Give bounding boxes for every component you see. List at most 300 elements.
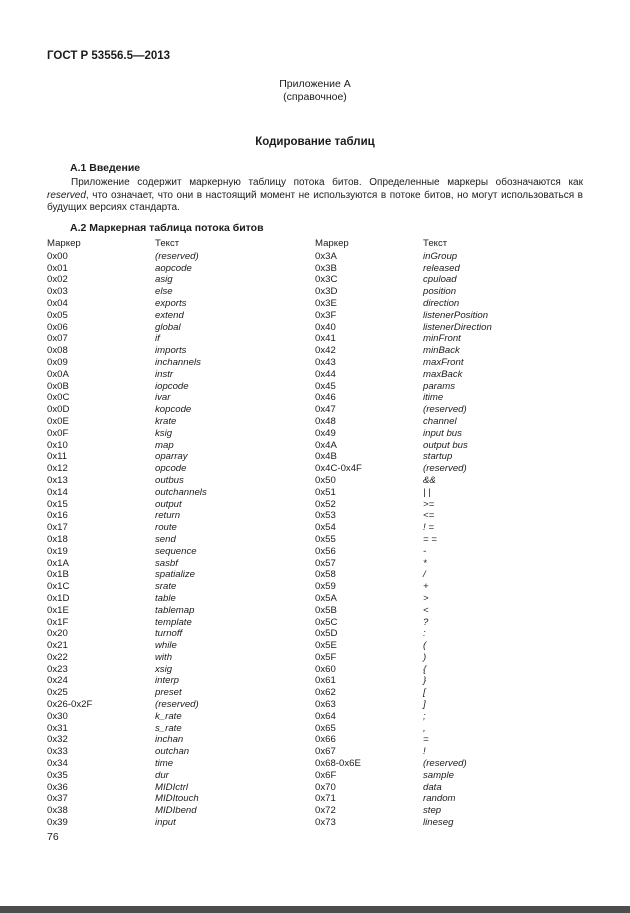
text-cell: released	[423, 262, 460, 274]
table-row	[315, 251, 583, 263]
table-row	[47, 711, 315, 723]
table-row	[315, 652, 583, 664]
text-cell: interp	[155, 675, 179, 687]
marker-cell: 0x70	[315, 781, 336, 793]
marker-cell: 0x14	[47, 486, 68, 498]
marker-cell: 0x65	[315, 722, 336, 734]
marker-cell: 0x00	[47, 250, 68, 262]
table-row	[47, 499, 315, 511]
text-cell: s_rate	[155, 722, 182, 734]
text-cell: ?	[423, 616, 429, 628]
appendix-subtitle: (справочное)	[283, 91, 347, 103]
marker-table-right-half	[315, 238, 583, 829]
marker-cell: 0x17	[47, 522, 68, 534]
marker-cell: 0x15	[47, 498, 68, 510]
doc-number: ГОСТ Р 53556.5—2013	[47, 50, 171, 62]
text-cell: minBack	[423, 345, 460, 357]
text-cell: minFront	[423, 333, 461, 345]
table-row	[315, 640, 583, 652]
text-cell: +	[423, 581, 429, 593]
marker-cell: 0x67	[315, 746, 336, 758]
text-cell: maxBack	[423, 368, 463, 380]
table-row	[47, 534, 315, 546]
text-cell: aopcode	[155, 262, 192, 274]
table-row	[315, 734, 583, 746]
table-row	[47, 782, 315, 794]
text-cell: extend	[155, 309, 184, 321]
marker-cell: 0x01	[47, 262, 68, 274]
marker-cell: 0x24	[47, 675, 68, 687]
marker-cell: 0x10	[47, 439, 68, 451]
text-cell: (reserved)	[423, 758, 467, 770]
marker-cell: 0x06	[47, 321, 68, 333]
table-row	[315, 463, 583, 475]
table-row	[47, 793, 315, 805]
marker-cell: 0x57	[315, 557, 336, 569]
marker-cell: 0x11	[47, 451, 68, 463]
table-row	[47, 617, 315, 629]
text-cell: template	[155, 616, 192, 628]
appendix-title: Приложение А	[279, 78, 351, 90]
table-row	[315, 499, 583, 511]
marker-cell: 0x5E	[315, 640, 337, 652]
text-cell: sequence	[155, 545, 197, 557]
marker-cell: 0x5B	[315, 604, 337, 616]
marker-cell: 0x71	[315, 793, 336, 805]
text-cell: table	[155, 592, 176, 604]
text-cell: output	[155, 498, 182, 510]
text-cell: preset	[155, 687, 182, 699]
text-cell: ;	[423, 710, 426, 722]
marker-cell: 0x1D	[47, 592, 70, 604]
marker-cell: 0x52	[315, 498, 336, 510]
table-header-row	[315, 238, 583, 250]
text-cell: else	[155, 286, 173, 298]
text-cell: tablemap	[155, 604, 195, 616]
marker-cell: 0x44	[315, 368, 336, 380]
marker-cell: 0x53	[315, 510, 336, 522]
marker-cell: 0x0D	[47, 404, 70, 416]
table-row	[47, 605, 315, 617]
marker-cell: 0x1B	[47, 569, 69, 581]
marker-cell: 0x22	[47, 651, 68, 663]
text-cell: MIDIbend	[155, 805, 197, 817]
text-cell: map	[155, 439, 174, 451]
marker-cell: 0x20	[47, 628, 68, 640]
table-row	[315, 699, 583, 711]
table-row	[47, 274, 315, 286]
text-cell: global	[155, 321, 181, 333]
text-cell: route	[155, 522, 177, 534]
text-cell: cpuload	[423, 274, 457, 286]
text-cell: -	[423, 545, 427, 557]
text-cell: (reserved)	[423, 404, 467, 416]
text-cell: kopcode	[155, 404, 192, 416]
intro-text-before: Приложение содержит маркерную таблицу потока битов. Определенные маркеры обозначаются как	[71, 177, 583, 188]
marker-cell: 0x6F	[315, 769, 337, 781]
table-row	[315, 263, 583, 275]
text-cell: <=	[423, 510, 435, 522]
marker-table	[47, 238, 583, 829]
table-row	[315, 581, 583, 593]
marker-cell: 0x34	[47, 758, 68, 770]
table-row	[315, 298, 583, 310]
table-row	[47, 805, 315, 817]
marker-cell: 0x39	[47, 817, 68, 829]
marker-cell: 0x40	[315, 321, 336, 333]
text-cell: params	[423, 380, 455, 392]
text-cell: xsig	[155, 663, 173, 675]
text-cell: outchannels	[155, 486, 207, 498]
marker-cell: 0x19	[47, 545, 68, 557]
table-row	[47, 381, 315, 393]
page-number: 76	[47, 831, 59, 843]
text-cell: (reserved)	[155, 250, 199, 262]
marker-cell: 0x4C-0x4F	[315, 463, 362, 475]
text-cell: input	[155, 817, 176, 829]
marker-cell: 0x3B	[315, 262, 337, 274]
table-row	[47, 251, 315, 263]
table-row	[47, 628, 315, 640]
marker-cell: 0x4B	[315, 451, 337, 463]
text-cell: :	[423, 628, 426, 640]
marker-cell: 0x3E	[315, 297, 337, 309]
table-row	[315, 593, 583, 605]
marker-cell: 0x60	[315, 663, 336, 675]
table-row	[315, 617, 583, 629]
column-header-text: Текст	[155, 238, 180, 249]
marker-cell: 0x33	[47, 746, 68, 758]
table-row	[47, 510, 315, 522]
text-cell: <	[423, 604, 429, 616]
marker-cell: 0x73	[315, 817, 336, 829]
marker-cell: 0x0E	[47, 415, 69, 427]
table-row	[47, 522, 315, 534]
table-row	[315, 723, 583, 735]
marker-cell: 0x38	[47, 805, 68, 817]
marker-cell: 0x63	[315, 699, 336, 711]
table-row	[47, 451, 315, 463]
table-row	[47, 463, 315, 475]
text-cell: )	[423, 651, 427, 663]
table-row	[47, 487, 315, 499]
marker-cell: 0x02	[47, 274, 68, 286]
table-row	[315, 404, 583, 416]
text-cell: sasbf	[155, 557, 178, 569]
table-row	[47, 428, 315, 440]
table-row	[47, 664, 315, 676]
table-row	[47, 298, 315, 310]
marker-cell: 0x25	[47, 687, 68, 699]
table-row	[47, 581, 315, 593]
marker-cell: 0x1E	[47, 604, 69, 616]
marker-cell: 0x30	[47, 710, 68, 722]
marker-cell: 0x0B	[47, 380, 69, 392]
table-row	[315, 687, 583, 699]
text-cell: ivar	[155, 392, 171, 404]
text-cell: itime	[423, 392, 444, 404]
table-row	[47, 357, 315, 369]
text-cell: [	[423, 687, 426, 699]
table-row	[47, 475, 315, 487]
text-cell: asig	[155, 274, 173, 286]
text-cell: (	[423, 640, 427, 652]
text-cell: >=	[423, 498, 435, 510]
table-row	[47, 699, 315, 711]
table-row	[315, 475, 583, 487]
table-row	[47, 286, 315, 298]
marker-cell: 0x31	[47, 722, 68, 734]
text-cell: !	[423, 746, 426, 758]
table-row	[315, 817, 583, 829]
table-row	[315, 770, 583, 782]
table-row	[47, 558, 315, 570]
intro-paragraph	[47, 177, 583, 215]
table-row	[315, 381, 583, 393]
table-row	[315, 522, 583, 534]
marker-cell: 0x5C	[315, 616, 338, 628]
table-row	[47, 593, 315, 605]
marker-cell: 0x13	[47, 474, 68, 486]
table-header-row	[47, 238, 315, 250]
marker-cell: 0x23	[47, 663, 68, 675]
text-cell: *	[423, 557, 427, 569]
text-cell: listenerDirection	[423, 321, 492, 333]
table-row	[47, 652, 315, 664]
text-cell: inchan	[155, 734, 184, 746]
table-row	[47, 369, 315, 381]
table-row	[47, 746, 315, 758]
text-cell: k_rate	[155, 710, 182, 722]
table-row	[315, 758, 583, 770]
text-cell: inchannels	[155, 356, 201, 368]
marker-cell: 0x56	[315, 545, 336, 557]
table-row	[315, 793, 583, 805]
marker-cell: 0x54	[315, 522, 336, 534]
text-cell: position	[423, 286, 457, 298]
intro-text-italic: reserved	[47, 189, 86, 201]
text-cell: maxFront	[423, 356, 464, 368]
marker-cell: 0x62	[315, 687, 336, 699]
table-row	[47, 263, 315, 275]
marker-cell: 0x37	[47, 793, 68, 805]
text-cell: channel	[423, 415, 457, 427]
text-cell: krate	[155, 415, 177, 427]
marker-cell: 0x0F	[47, 427, 69, 439]
text-cell: ]	[423, 699, 426, 711]
text-cell: dur	[155, 769, 169, 781]
table-row	[315, 605, 583, 617]
marker-cell: 0x03	[47, 286, 68, 298]
marker-cell: 0x66	[315, 734, 336, 746]
marker-cell: 0x04	[47, 297, 68, 309]
table-row	[315, 805, 583, 817]
table-row	[315, 487, 583, 499]
text-cell: /	[423, 569, 426, 581]
text-cell: instr	[155, 368, 174, 380]
appendix-heading	[0, 78, 630, 104]
text-cell: (reserved)	[155, 699, 199, 711]
text-cell: random	[423, 793, 456, 805]
table-row	[315, 510, 583, 522]
table-row	[315, 546, 583, 558]
marker-cell: 0x18	[47, 533, 68, 545]
column-header-marker: Маркер	[315, 238, 349, 249]
marker-cell: 0x36	[47, 781, 68, 793]
marker-table-left-half	[47, 238, 315, 829]
marker-cell: 0x16	[47, 510, 68, 522]
text-cell: inGroup	[423, 250, 458, 262]
table-row	[315, 416, 583, 428]
table-row	[315, 310, 583, 322]
text-cell: lineseg	[423, 817, 454, 829]
marker-cell: 0x64	[315, 710, 336, 722]
table-row	[315, 345, 583, 357]
table-heading: А.2 Маркерная таблица потока битов	[70, 222, 264, 234]
marker-cell: 0x26-0x2F	[47, 699, 93, 711]
marker-cell: 0x3C	[315, 274, 338, 286]
text-cell: with	[155, 651, 173, 663]
marker-cell: 0x48	[315, 415, 336, 427]
table-row	[315, 322, 583, 334]
text-cell: turnoff	[155, 628, 183, 640]
table-row	[47, 758, 315, 770]
table-row	[47, 333, 315, 345]
table-row	[315, 782, 583, 794]
marker-cell: 0x72	[315, 805, 336, 817]
marker-cell: 0x1A	[47, 557, 69, 569]
marker-cell: 0x51	[315, 486, 336, 498]
text-cell: outbus	[155, 474, 184, 486]
table-row	[315, 369, 583, 381]
text-cell: spatialize	[155, 569, 195, 581]
text-cell: (reserved)	[423, 463, 467, 475]
scan-edge-strip	[0, 906, 630, 913]
marker-cell: 0x58	[315, 569, 336, 581]
table-row	[315, 746, 583, 758]
marker-cell: 0x21	[47, 640, 68, 652]
text-cell: listenerPosition	[423, 309, 489, 321]
marker-cell: 0x07	[47, 333, 68, 345]
marker-cell: 0x43	[315, 356, 336, 368]
table-row	[47, 687, 315, 699]
column-header-text: Текст	[423, 238, 448, 249]
table-row	[47, 770, 315, 782]
marker-cell: 0x12	[47, 463, 68, 475]
marker-cell: 0x45	[315, 380, 336, 392]
text-cell: time	[155, 758, 174, 770]
table-row	[47, 310, 315, 322]
text-cell: }	[423, 675, 427, 687]
table-row	[47, 817, 315, 829]
marker-cell: 0x5F	[315, 651, 337, 663]
text-cell: if	[155, 333, 160, 345]
marker-cell: 0x05	[47, 309, 68, 321]
marker-cell: 0x1C	[47, 581, 70, 593]
marker-cell: 0x09	[47, 356, 68, 368]
intro-heading: А.1 Введение	[70, 162, 141, 174]
text-cell: {	[423, 663, 427, 675]
marker-cell: 0x59	[315, 581, 336, 593]
table-row	[315, 664, 583, 676]
text-cell: output bus	[423, 439, 468, 451]
table-row	[47, 322, 315, 334]
text-cell: iopcode	[155, 380, 189, 392]
marker-cell: 0x41	[315, 333, 336, 345]
table-row	[315, 357, 583, 369]
table-row	[315, 440, 583, 452]
text-cell: ,	[423, 722, 426, 734]
text-cell: =	[423, 734, 429, 746]
text-cell: MIDItouch	[155, 793, 199, 805]
text-cell: srate	[155, 581, 177, 593]
marker-cell: 0x1F	[47, 616, 69, 628]
marker-cell: 0x4A	[315, 439, 337, 451]
table-right-rows	[315, 251, 583, 829]
marker-cell: 0x49	[315, 427, 336, 439]
marker-cell: 0x46	[315, 392, 336, 404]
marker-cell: 0x47	[315, 404, 336, 416]
marker-cell: 0x5A	[315, 592, 337, 604]
marker-cell: 0x08	[47, 345, 68, 357]
table-row	[315, 628, 583, 640]
text-cell: = =	[423, 533, 437, 545]
text-cell: | |	[423, 486, 431, 498]
text-cell: while	[155, 640, 177, 652]
text-cell: data	[423, 781, 442, 793]
text-cell: input bus	[423, 427, 462, 439]
text-cell: oparray	[155, 451, 188, 463]
text-cell: exports	[155, 297, 187, 309]
table-row	[47, 345, 315, 357]
table-row	[47, 416, 315, 428]
marker-cell: 0x0C	[47, 392, 70, 404]
marker-cell: 0x32	[47, 734, 68, 746]
text-cell: imports	[155, 345, 187, 357]
table-left-rows	[47, 251, 315, 829]
text-cell: >	[423, 592, 429, 604]
table-row	[315, 569, 583, 581]
marker-cell: 0x3F	[315, 309, 337, 321]
text-cell: &&	[423, 474, 436, 486]
table-row	[47, 440, 315, 452]
intro-text-after: , что означает, что они в настоящий момент не используются в потоке битов, но могут использоваться в будущих версиях стандарта.	[47, 189, 583, 214]
table-row	[47, 675, 315, 687]
text-cell: send	[155, 533, 176, 545]
marker-cell: 0x0A	[47, 368, 69, 380]
text-cell: sample	[423, 769, 454, 781]
table-row	[315, 274, 583, 286]
table-row	[315, 534, 583, 546]
table-row	[47, 569, 315, 581]
marker-cell: 0x42	[315, 345, 336, 357]
table-row	[47, 723, 315, 735]
table-row	[315, 286, 583, 298]
table-row	[315, 428, 583, 440]
table-row	[315, 451, 583, 463]
text-cell: ksig	[155, 427, 173, 439]
marker-cell: 0x5D	[315, 628, 338, 640]
text-cell: startup	[423, 451, 453, 463]
text-cell: step	[423, 805, 442, 817]
table-row	[315, 675, 583, 687]
text-cell: direction	[423, 297, 460, 309]
table-row	[315, 711, 583, 723]
column-header-marker: Маркер	[47, 238, 81, 249]
table-row	[315, 558, 583, 570]
table-row	[47, 734, 315, 746]
text-cell: outchan	[155, 746, 190, 758]
